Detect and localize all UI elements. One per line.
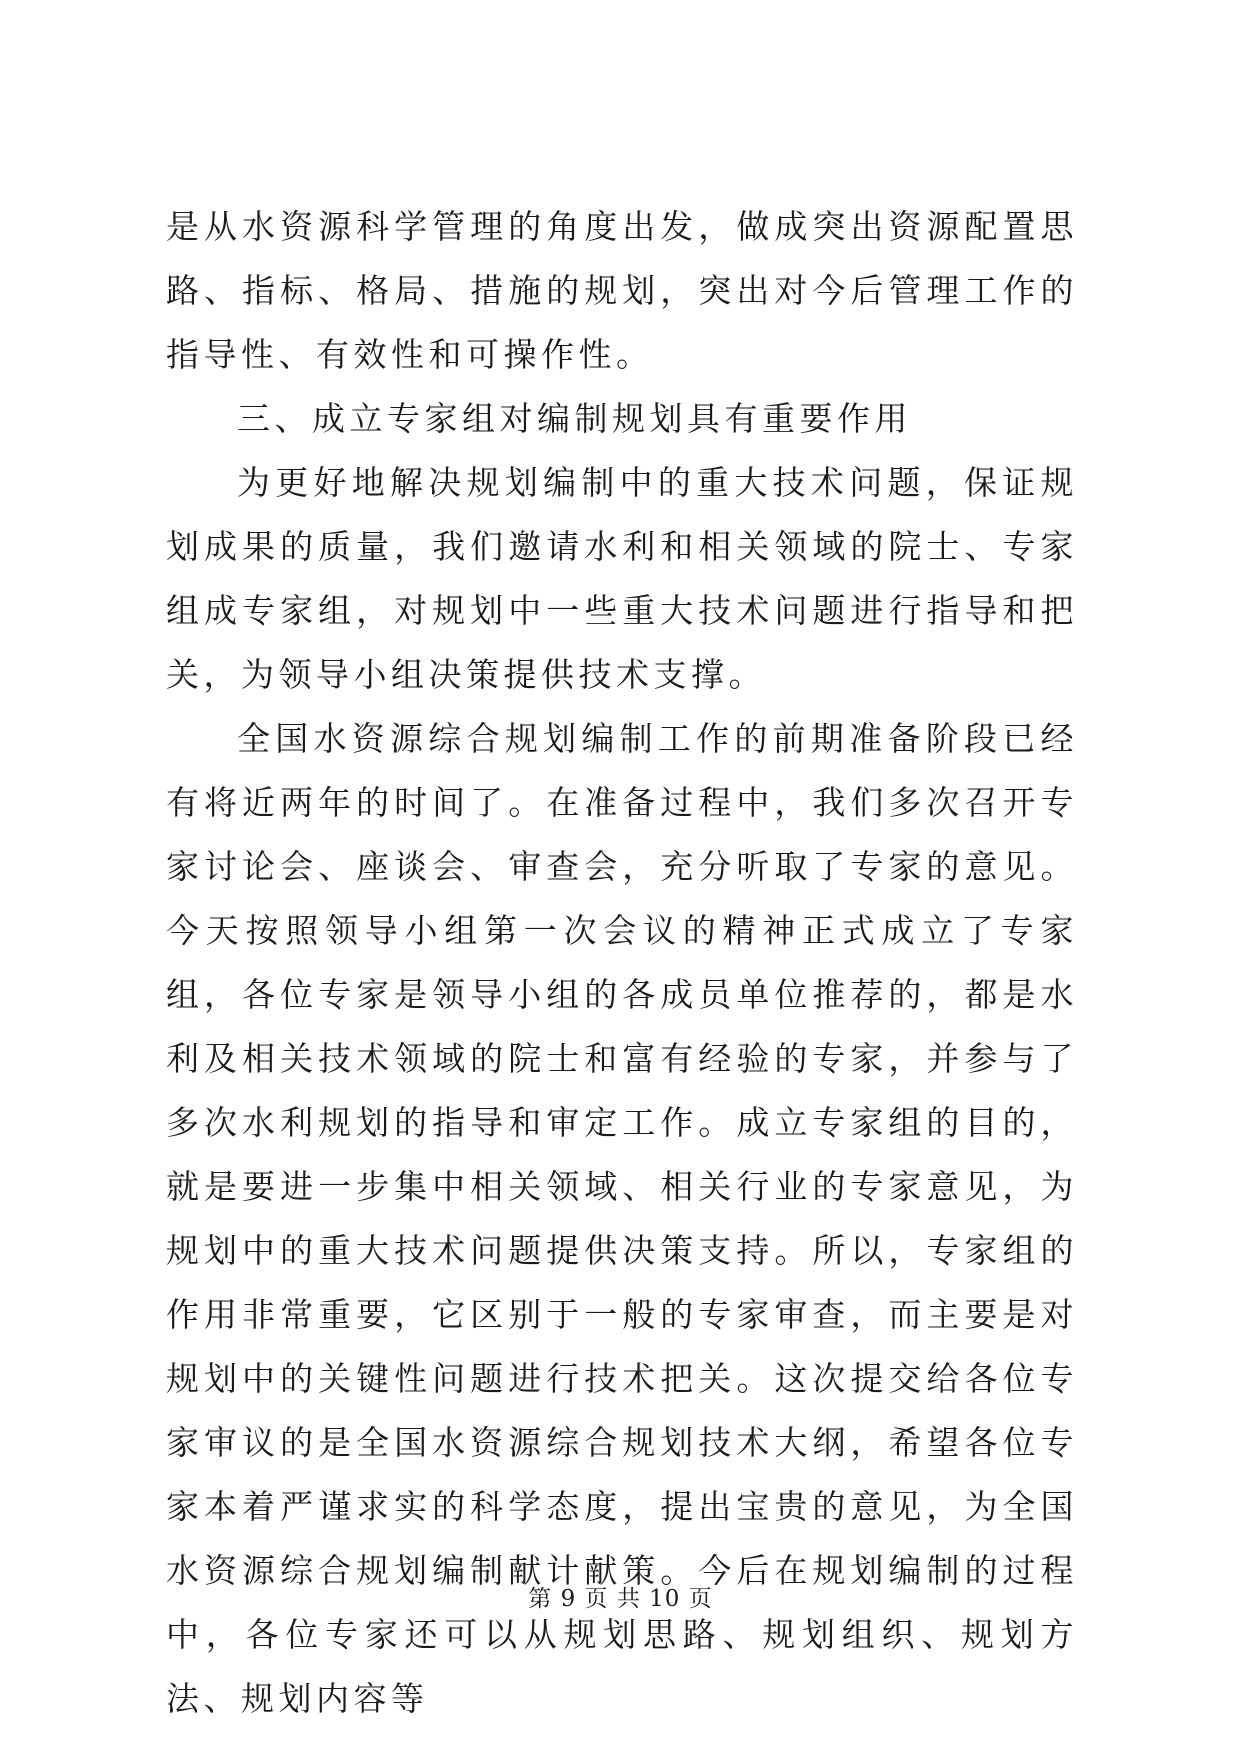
- paragraph: 为更好地解决规划编制中的重大技术问题，保证规划成果的质量，我们邀请水利和相关领域的院士、专家组成专家组，对规划中一些重大技术问题进行指导和把关，为领导小组决策提供技术支撑。: [166, 463, 1078, 694]
- document-body: [166, 195, 1078, 1731]
- paragraph: 全国水资源综合规划编制工作的前期准备阶段已经有将近两年的时间了。在准备过程中，我们多次召开专家讨论会、座谈会、审查会，充分听取了专家的意见。今天按照领导小组第一次会议的精神正式成立了专家组，各位专家是领导小组的各成员单位推荐的，都是水利及相关技术领域的院士和富有经验的专家，并参与了多次水利规划的指导和审定工作。成立专家组的目的，就是要进一步集中相关领域、相关行业的专家意见，为规划中的重大技术问题提供决策支持。所以，专家组的作用非常重要，它区别于一般的专家审查，而主要是对规划中的关键性问题进行技术把关。这次提交给各位专家审议的是全国水资源综合规划技术大纲，希望各位专家本着严谨求实的科学态度，提出宝贵的意见，为全国水资源综合规划编制献计献策。今后在规划编制的过程中，各位专家还可以从规划思路、规划组织、规划方法、规划内容等: [166, 719, 1078, 1718]
- page-number-footer: 第 9 页 共 10 页: [528, 1586, 713, 1612]
- paragraph-continuation: 是从水资源科学管理的角度出发，做成突出资源配置思路、指标、格局、措施的规划，突出对今后管理工作的指导性、有效性和可操作性。: [166, 207, 1078, 374]
- section-heading: 三、成立专家组对编制规划具有重要作用: [237, 399, 912, 438]
